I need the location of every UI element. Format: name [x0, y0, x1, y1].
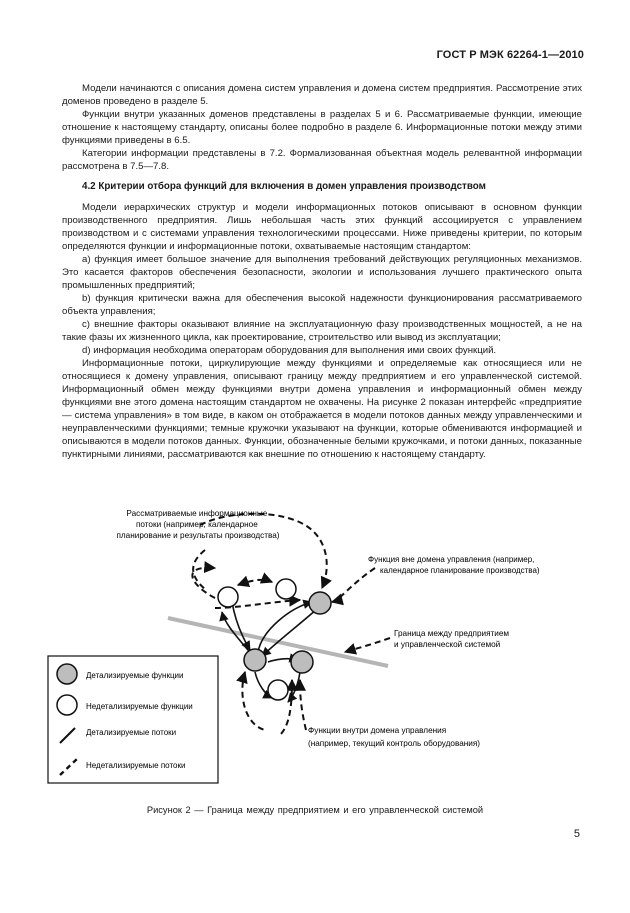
- legend-dark-circle: [57, 664, 77, 684]
- detailed-flow: [288, 672, 300, 702]
- undetailed-function-circle: [218, 587, 238, 607]
- legend: [48, 656, 218, 783]
- undetailed-flow: [192, 568, 215, 598]
- callout-inside-domain: Функции внутри домена управления (например, текущий контроль оборудования): [308, 726, 481, 748]
- legend-detailed-functions: Детализируемые функции: [86, 671, 184, 680]
- figure-caption: Рисунок 2 — Граница между предприятием и его управленческой системой: [146, 805, 484, 815]
- callout-flows: Рассматриваемые информационные потоки (например, календарное планирование и результаты производства): [116, 509, 280, 540]
- paragraph: Категории информации представлены в 7.2. Формализованная объектная модель релевантной информации рассмотрена в 7.5—7.8.: [62, 148, 582, 172]
- detailed-function-circle: [291, 651, 313, 673]
- legend-detailed-flows: Детализируемые потоки: [86, 728, 177, 737]
- criterion-a: а) функция имеет большое значение для выполнения требований действующих регуляционных механизмов. Это касается факторов обеспечения безопасности, экологии и использования лучшего практического опыта промышленных предприятий;: [62, 254, 582, 291]
- criterion-c: c) внешние факторы оказывают влияние на эксплуатационную фазу производственных мощностей, а не на такие фазы их жизненного цикла, как проектирование, строительство или вывод из эксплуатации;: [62, 319, 582, 343]
- undetailed-flow: [242, 672, 265, 730]
- legend-undetailed-flows: Недетализируемые потоки: [86, 761, 186, 770]
- figure-2: [0, 490, 630, 800]
- figure-diagram: [0, 490, 630, 800]
- callout-outside-domain: Функция вне домена управления (например, календарное планирование производства): [368, 555, 540, 575]
- legend-white-circle: [57, 695, 77, 715]
- callout-arrow: [332, 568, 375, 602]
- undetailed-function-circle: [268, 680, 288, 700]
- paragraph: Модели иерархических структур и модели информационных потоков описывают в основном функции производственного предприятия. Лишь небольшая часть этих функций ассоциируется с управлением производством и с системами управления технологическими процессами. Ниже приведены критерии, по которым определяются функции и информационные потоки, охватываемые настоящим стандартом:: [62, 202, 582, 252]
- callout-arrow: [300, 680, 306, 730]
- section-heading: 4.2 Критерии отбора функций для включения в домен управления производством: [82, 181, 486, 192]
- criterion-b: b) функция критически важна для обеспечения высокой надежности функционирования рассматриваемого объекта управления;: [62, 293, 582, 317]
- detailed-function-circle: [244, 649, 266, 671]
- detailed-function-circle: [309, 592, 331, 614]
- undetailed-function-circle: [276, 579, 296, 599]
- paragraph: Функции внутри указанных доменов представлены в разделах 5 и 6. Рассматриваемые функции, имеющие отношение к настоящему стандарту, описаны более подробно в разделе 6. Информационные потоки между этими функциями приведены в 6.5.: [62, 109, 582, 146]
- page-number: 5: [573, 828, 580, 840]
- paragraph: Модели начинаются с описания домена систем управления и домена систем предприятия. Рассмотрение этих доменов проведено в разделе 5.: [62, 83, 582, 107]
- undetailed-flow: [238, 580, 272, 585]
- standard-header: ГОСТ Р МЭК 62264-1—2010: [436, 49, 584, 61]
- criterion-d: d) информация необходима операторам оборудования для выполнения ими своих функций.: [82, 345, 497, 356]
- body-text: [62, 82, 582, 461]
- legend-undetailed-functions: Недетализируемые функции: [86, 702, 193, 711]
- callout-boundary: Граница между предприятием и управленческой системой: [394, 629, 510, 649]
- paragraph: Информационные потоки, циркулирующие между функциями и определяемые как относящиеся или не относящиеся к домену управления, описывают границу между предприятием и его управленческой системой. Информационный обмен между функциями внутри домена управления и информационный обмен между функциями вне этого домена настоящим стандартом не охвачены. На рисунке 2 показан интерфейс «предприятие — система управления» в том виде, в каком он отображается в модели потоков данных между управленческими и неуправленческими функциями; темные кружочки указывают на функции, которые обмениваются информацией и описываются в модели потоков данных. Функции, обозначенные белыми кружочками, и потоки данных, показанные пунктирными линиями, рассматриваются как внешние по отношению к настоящему стандарту.: [62, 358, 582, 460]
- callout-arrow: [345, 638, 390, 652]
